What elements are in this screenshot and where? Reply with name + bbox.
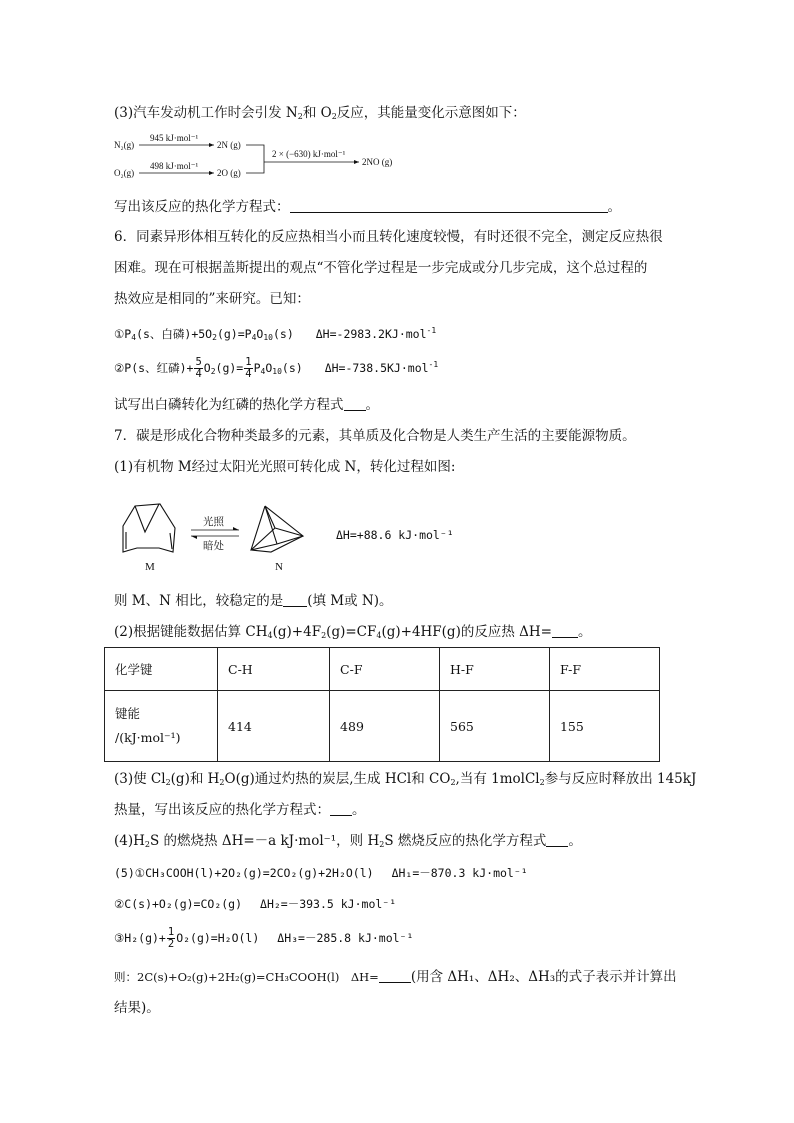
final-product: 2NO (g) bbox=[362, 157, 393, 167]
q7-part5-ask-line2: 结果)。 bbox=[114, 1000, 160, 1016]
answer-blank[interactable] bbox=[344, 397, 366, 411]
q7-part5-ask: 则：2C(s)+O₂(g)+2H₂(g)=CH₃COOH(l) ΔH= (用含 ΔH₁、ΔH₂、ΔH₃的式子表示并计算出 bbox=[114, 969, 677, 985]
q6-eq2: ②P(s、红磷)+ $\frac{5}{4}$ $O_2(g)=$ $\frac{1}{4}$ $P_4O_{10}(s)$ ΔH=-738.5KJ·mol$^{-1}$ bbox=[114, 356, 439, 380]
q7-part1: (1)有机物 M经过太阳光光照可转化成 N，转化过程如图: bbox=[114, 459, 456, 475]
q7-part3-line2: 热量，写出该反应的热化学方程式： 。 bbox=[114, 802, 366, 818]
table-row-label: 键能 /(kJ·mol⁻¹) bbox=[105, 691, 218, 762]
label-forward: 光照 bbox=[203, 517, 224, 528]
label-n: N bbox=[275, 561, 283, 573]
molecule-n bbox=[251, 506, 303, 552]
q7-part1-ask: 则 M、N 相比，较稳定的是 (填 M或 N)。 bbox=[114, 593, 393, 609]
label-backward: 暗处 bbox=[203, 541, 224, 552]
q3-write-line: 写出该反应的热化学方程式： 。 bbox=[114, 199, 621, 215]
q3-intro: (3)汽车发动机工作时会引发 $N_2$和 $O_2$反应，其能量变化示意图如下： bbox=[114, 105, 526, 121]
label-m: M bbox=[145, 561, 155, 573]
q6-line3: 热效应是相同的”来研究。已知： bbox=[114, 291, 310, 307]
isomerization-dh: ΔH=+88.6 kJ·mol⁻¹ bbox=[336, 528, 454, 542]
q7-part5-eq2: ②C(s)+O₂(g)=CO₂(g) ΔH₂=－393.5 kJ·mol⁻¹ bbox=[114, 897, 397, 911]
table-header-cell: H-F bbox=[440, 648, 550, 691]
bond-energy-table bbox=[104, 647, 660, 762]
q6-line1: 6．同素异形体相互转化的反应热相当小而且转化速度较慢，有时还很不完全，测定反应热很 bbox=[114, 229, 663, 245]
answer-blank[interactable] bbox=[283, 593, 307, 607]
q7-part5-eq1: (5)①CH₃COOH(l)+2O₂(g)=2CO₂(g)+2H₂O(l) ΔH₁=－870.3 kJ·mol⁻¹ bbox=[114, 866, 528, 880]
answer-blank[interactable] bbox=[546, 833, 568, 847]
table-header-cell: C-H bbox=[218, 648, 330, 691]
table-cell: 489 bbox=[330, 691, 440, 762]
combine-energy: 2 × (−630) kJ·mol⁻¹ bbox=[272, 149, 346, 159]
q7-intro: 7．碳是形成化合物种类最多的元素，其单质及化合物是人类生产生活的主要能源物质。 bbox=[114, 428, 636, 444]
energy-diagram bbox=[114, 132, 404, 184]
q7-part5-eq3: ③H₂(g)+ $\frac{1}{2}$ O₂(g)=H₂O(l) ΔH₃=－285.8 kJ·mol⁻¹ bbox=[114, 926, 414, 950]
table-header-cell: F-F bbox=[549, 648, 659, 691]
o2-energy: 498 kJ·mol⁻¹ bbox=[150, 161, 199, 171]
o2-product: 2O (g) bbox=[217, 168, 241, 178]
table-row bbox=[105, 691, 660, 762]
n2-product: 2N (g) bbox=[217, 140, 241, 150]
table-header-row bbox=[105, 648, 660, 691]
n2-label: N₂(g) bbox=[114, 140, 135, 150]
molecule-m bbox=[123, 504, 175, 552]
answer-blank[interactable] bbox=[552, 624, 578, 638]
n2-energy: 945 kJ·mol⁻¹ bbox=[150, 133, 199, 143]
table-cell: 155 bbox=[549, 691, 659, 762]
table-cell: 414 bbox=[218, 691, 330, 762]
o2-label: O₂(g) bbox=[114, 168, 135, 178]
table-header-cell: 化学键 bbox=[105, 648, 218, 691]
answer-blank[interactable] bbox=[290, 199, 608, 213]
q6-line2: 困难。现在可根据盖斯提出的观点“不管化学过程是一步完成或分几步完成，这个总过程的 bbox=[114, 260, 648, 276]
answer-blank[interactable] bbox=[379, 969, 411, 983]
q7-part2: (2)根据键能数据估算 $CH_4(g)+4F_2(g)=CF_4(g)+4HF(g)$的反应热 ΔH= 。 bbox=[114, 624, 592, 640]
table-header-cell: C-F bbox=[330, 648, 440, 691]
q7-part3: (3)使 $Cl_2(g)$和 $H_2O(g)$通过灼热的炭层,生成 HCl和 $CO_2$,当有 1molCl$_2$参与反应时释放出 145kJ bbox=[114, 771, 697, 787]
table-cell: 565 bbox=[440, 691, 550, 762]
q6-ask: 试写出白磷转化为红磷的热化学方程式 。 bbox=[114, 397, 379, 413]
answer-blank[interactable] bbox=[330, 802, 352, 816]
q7-part4: $(4)H_2S$ 的燃烧热 ΔH=－a kJ·mol⁻¹，则 $H_2S$ 燃烧反应的热化学方程式 。 bbox=[114, 833, 582, 849]
q6-eq1: $①P_4(s$、白磷)$+5O_2(g)=P_4O_{10}(s)$ ΔH=-2983.2KJ·mol$^{-1}$ bbox=[114, 326, 437, 342]
